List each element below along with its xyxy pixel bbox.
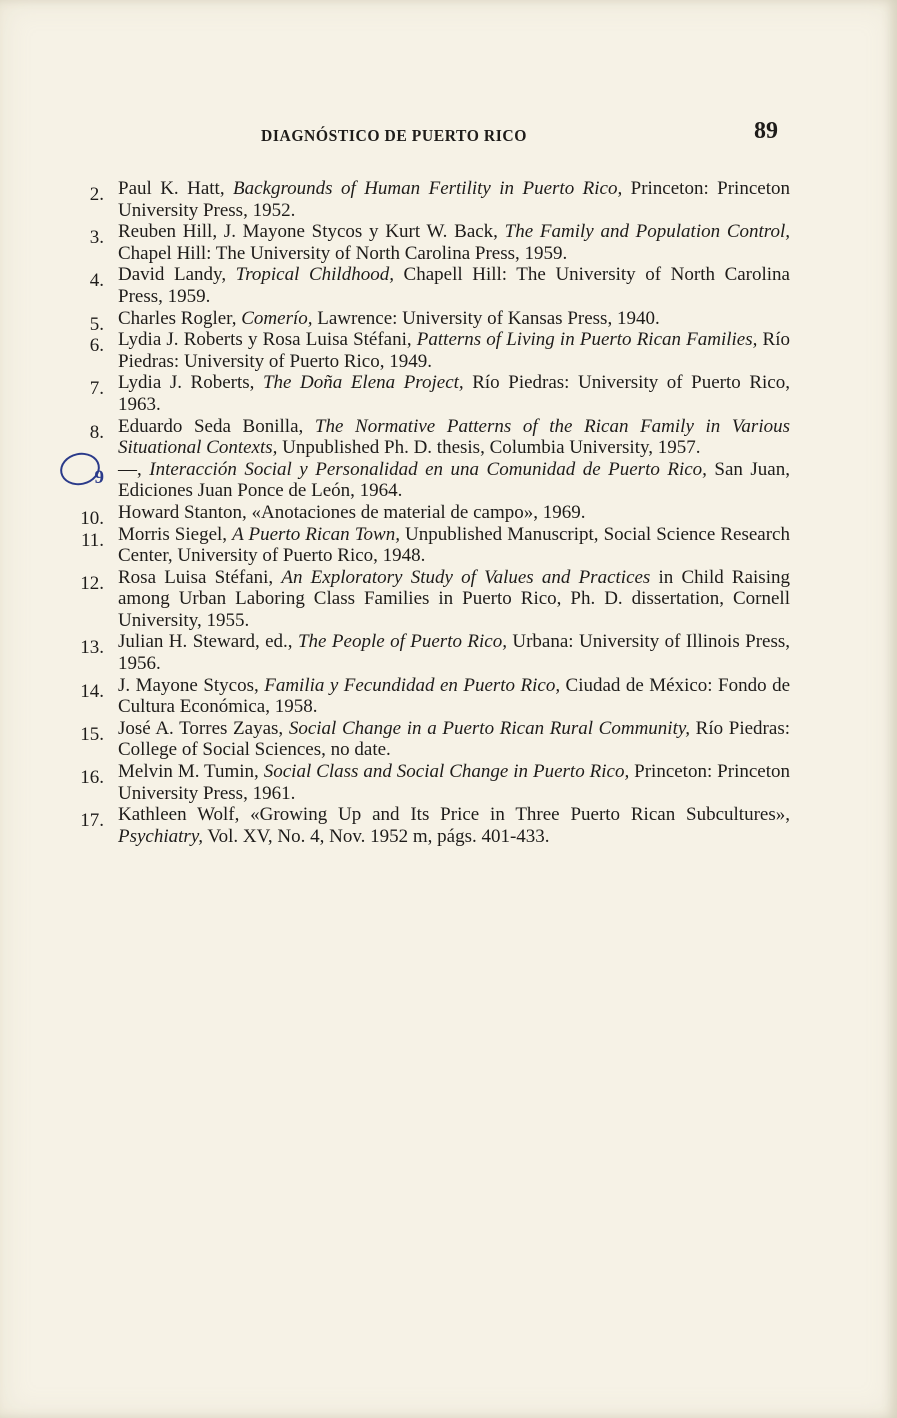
reference-item <box>70 329 790 372</box>
reference-number: 6. <box>89 335 104 357</box>
reference-segment: J. Mayone Stycos, <box>118 674 265 696</box>
reference-text <box>118 631 790 674</box>
reference-segment: Lydia J. Roberts, <box>118 372 263 394</box>
reference-number: 12. <box>80 572 104 594</box>
reference-item <box>70 372 790 415</box>
reference-title: Familia y Fecundidad en Puerto Rico, <box>264 674 561 696</box>
reference-segment: Río Piedras: University of Puerto Rico, 1949. <box>118 329 790 372</box>
reference-number: 8. <box>89 421 104 443</box>
reference-text <box>118 329 790 372</box>
reference-segment: Río Piedras: College of Social Sciences, no date. <box>118 717 790 761</box>
reference-segment: Reuben Hill, J. Mayone Stycos y Kurt W. Back, <box>118 221 505 243</box>
reference-item <box>70 804 790 847</box>
reference-title: Psychiatry, <box>118 825 203 847</box>
reference-number: 10. <box>80 507 104 529</box>
reference-segment: Rosa Luisa Stéfani, <box>118 566 282 588</box>
reference-number: 3. <box>89 227 104 249</box>
reference-title: Backgrounds of Human Fertility in Puerto Rico, <box>233 178 623 199</box>
page-number: 89 <box>754 118 778 144</box>
reference-number: 16. <box>80 767 104 789</box>
reference-text <box>118 502 586 523</box>
reference-title: Patterns of Living in Puerto Rican Families, <box>416 329 758 351</box>
reference-number: 7. <box>89 378 104 400</box>
reference-segment: Morris Siegel, <box>118 523 233 545</box>
reference-number: 5. <box>89 313 104 335</box>
reference-segment: Julian H. Steward, ed., <box>118 631 298 653</box>
running-title: DIAGNÓSTICO DE PUERTO RICO <box>261 126 527 145</box>
reference-number: 9 <box>94 466 104 488</box>
reference-item <box>70 501 790 529</box>
reference-item <box>70 307 790 335</box>
reference-item <box>70 675 790 718</box>
reference-item <box>70 761 790 804</box>
reference-number: 4. <box>89 270 104 292</box>
reference-text <box>118 308 660 329</box>
reference-item <box>70 524 790 567</box>
reference-text <box>118 416 790 459</box>
reference-segment: Vol. XV, No. 4, Nov. 1952 m, págs. 401-433. <box>202 825 550 847</box>
reference-segment: —, <box>118 458 150 480</box>
reference-title: Social Class and Social Change in Puerto Rico, <box>263 761 630 783</box>
reference-text <box>118 459 790 502</box>
reference-segment: Río Piedras: University of Puerto Rico, 1963. <box>118 372 790 415</box>
reference-segment: in Child Raising among Urban Laboring Class Families in Puerto Rico, Ph. D. dissertation, Cornell University, 1955. <box>118 566 790 631</box>
page-header <box>0 116 897 156</box>
reference-segment: San Juan, Ediciones Juan Ponce de León, 1964. <box>118 458 790 502</box>
reference-title: The People of Puerto Rico, <box>297 631 507 653</box>
reference-title: Tropical Childhood, <box>235 264 394 286</box>
reference-segment: Eduardo Seda Bonilla, <box>118 415 315 437</box>
reference-title: The Doña Elena Project, <box>262 372 464 394</box>
reference-number: 14. <box>80 680 104 702</box>
reference-segment: Chapel Hill: The University of North Carolina Press, 1959. <box>118 242 568 264</box>
reference-segment: Ciudad de México: Fondo de Cultura Económica, 1958. <box>118 674 791 718</box>
reference-segment: Princeton: Princeton University Press, 1961. <box>118 761 790 804</box>
reference-segment: José A. Torres Zayas, <box>118 717 289 739</box>
reference-text <box>118 567 790 631</box>
reference-number: 15. <box>80 723 104 745</box>
reference-number: 2. <box>89 184 104 205</box>
reference-text <box>118 718 790 761</box>
reference-text <box>118 804 790 847</box>
reference-segment: Lydia J. Roberts y Rosa Luisa Stéfani, <box>118 329 417 351</box>
reference-title: A Puerto Rican Town, <box>232 523 400 545</box>
reference-segment: Unpublished Ph. D. thesis, Columbia University, 1957. <box>277 437 701 459</box>
reference-title: The Family and Population Control, <box>504 221 791 243</box>
reference-text <box>118 372 790 415</box>
reference-segment: Princeton: Princeton University Press, 1952. <box>118 178 790 221</box>
reference-segment: Unpublished Manuscript, Social Science Research Center, University of Puerto Rico, 1948. <box>118 523 790 567</box>
reference-item <box>70 416 790 459</box>
reference-segment: Charles Rogler, <box>118 307 242 329</box>
reference-item <box>70 178 790 221</box>
reference-text <box>118 264 790 307</box>
references-list <box>70 178 790 847</box>
reference-item <box>70 631 790 674</box>
reference-title: The Normative Patterns of the Rican Family in Various Situational Contexts, <box>118 415 790 459</box>
reference-segment: Melvin M. Tumin, <box>118 761 264 783</box>
reference-title: Comerío, <box>241 307 313 329</box>
reference-segment: Kathleen Wolf, «Growing Up and Its Price in Three Puerto Rican Subcultures», <box>118 804 790 826</box>
reference-segment: Howard Stanton, «Anotaciones de material de campo», 1969. <box>118 501 586 523</box>
reference-title: Interacción Social y Personalidad en una Comunidad de Puerto Rico, <box>149 458 707 480</box>
reference-item <box>70 718 790 761</box>
reference-segment: Paul K. Hatt, <box>118 178 234 199</box>
reference-number: 11. <box>80 529 104 551</box>
reference-number: 13. <box>80 637 104 659</box>
reference-segment: Chapell Hill: The University of North Carolina Press, 1959. <box>118 264 790 307</box>
reference-segment: Lawrence: University of Kansas Press, 1940. <box>312 307 660 329</box>
reference-title: An Exploratory Study of Values and Practices <box>281 566 651 588</box>
reference-item <box>70 459 790 502</box>
reference-text <box>118 524 790 567</box>
reference-item <box>70 567 790 632</box>
reference-text <box>118 675 790 718</box>
reference-title: Social Change in a Puerto Rican Rural Community, <box>288 717 690 739</box>
reference-segment: David Landy, <box>118 264 236 286</box>
reference-item <box>70 264 790 307</box>
reference-text <box>118 178 790 221</box>
reference-segment: Urbana: University of Illinois Press, 1956. <box>118 631 790 675</box>
reference-text <box>118 761 790 804</box>
reference-number: 17. <box>80 810 104 832</box>
reference-text <box>118 221 790 264</box>
reference-item <box>70 221 790 264</box>
